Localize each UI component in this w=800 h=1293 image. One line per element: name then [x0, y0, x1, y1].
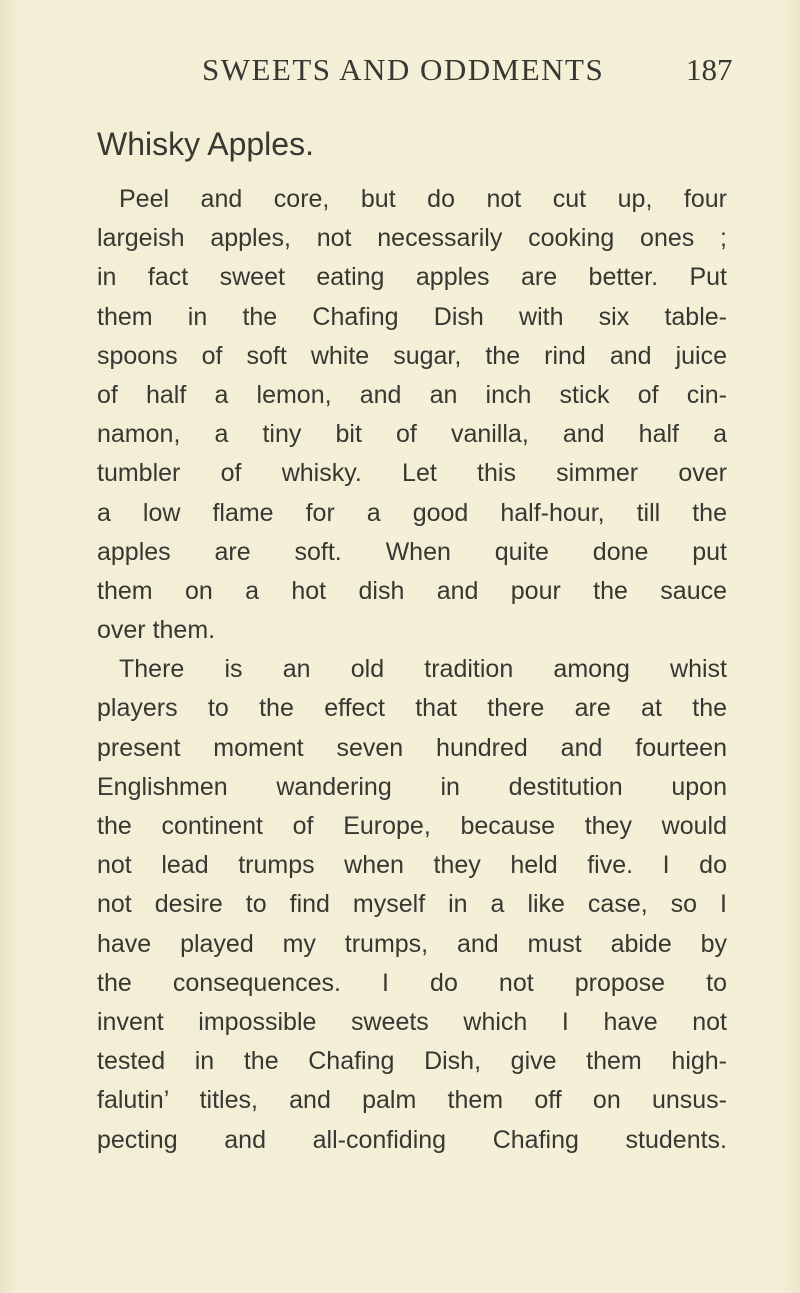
text-line: of half a lemon, and an inch stick of cin-: [97, 380, 727, 409]
text-line: falutin’ titles, and palm them off on unsus-: [97, 1086, 727, 1115]
running-head-title: SWEETS AND ODDMENTS: [202, 52, 605, 87]
text-line: the consequences. I do not propose to: [97, 968, 727, 997]
text-line: apples are soft. When quite done put: [97, 537, 727, 566]
text-line: not lead trumps when they held five. I do: [97, 851, 727, 880]
text-line: players to the effect that there are at the: [97, 694, 727, 723]
page-number: 187: [686, 52, 733, 87]
text-line: namon, a tiny bit of vanilla, and half a: [97, 420, 727, 449]
paragraph-whist-tradition: [97, 650, 727, 1159]
text-line: a low flame for a good half-hour, till the: [97, 498, 727, 527]
recipe-title: Whisky Apples.: [97, 126, 314, 162]
paragraph-recipe-instructions: [97, 180, 727, 650]
text-line: There is an old tradition among whist: [119, 655, 727, 684]
text-line: have played my trumps, and must abide by: [97, 929, 727, 958]
text-line: invent impossible sweets which I have not: [97, 1007, 727, 1036]
text-line: present moment seven hundred and fourteen: [97, 733, 727, 762]
text-line: them in the Chafing Dish with six table-: [97, 302, 727, 331]
text-line: in fact sweet eating apples are better. Put: [97, 263, 727, 292]
text-line: largeish apples, not necessarily cooking ones ;: [97, 224, 727, 253]
text-line: Peel and core, but do not cut up, four: [119, 185, 727, 213]
running-head: [0, 46, 800, 94]
text-line: pecting and all-confiding Chafing students.: [97, 1125, 727, 1154]
text-line: the continent of Europe, because they would: [97, 812, 727, 840]
text-line: spoons of soft white sugar, the rind and juice: [97, 341, 727, 370]
text-line: over them.: [97, 616, 216, 645]
text-line: not desire to find myself in a like case, so I: [97, 890, 727, 919]
text-line: Englishmen wandering in destitution upon: [97, 772, 727, 801]
text-line: tested in the Chafing Dish, give them high-: [97, 1047, 727, 1076]
text-line: tumbler of whisky. Let this simmer over: [97, 459, 727, 488]
body-text: [97, 180, 727, 1160]
text-line: them on a hot dish and pour the sauce: [97, 576, 727, 605]
